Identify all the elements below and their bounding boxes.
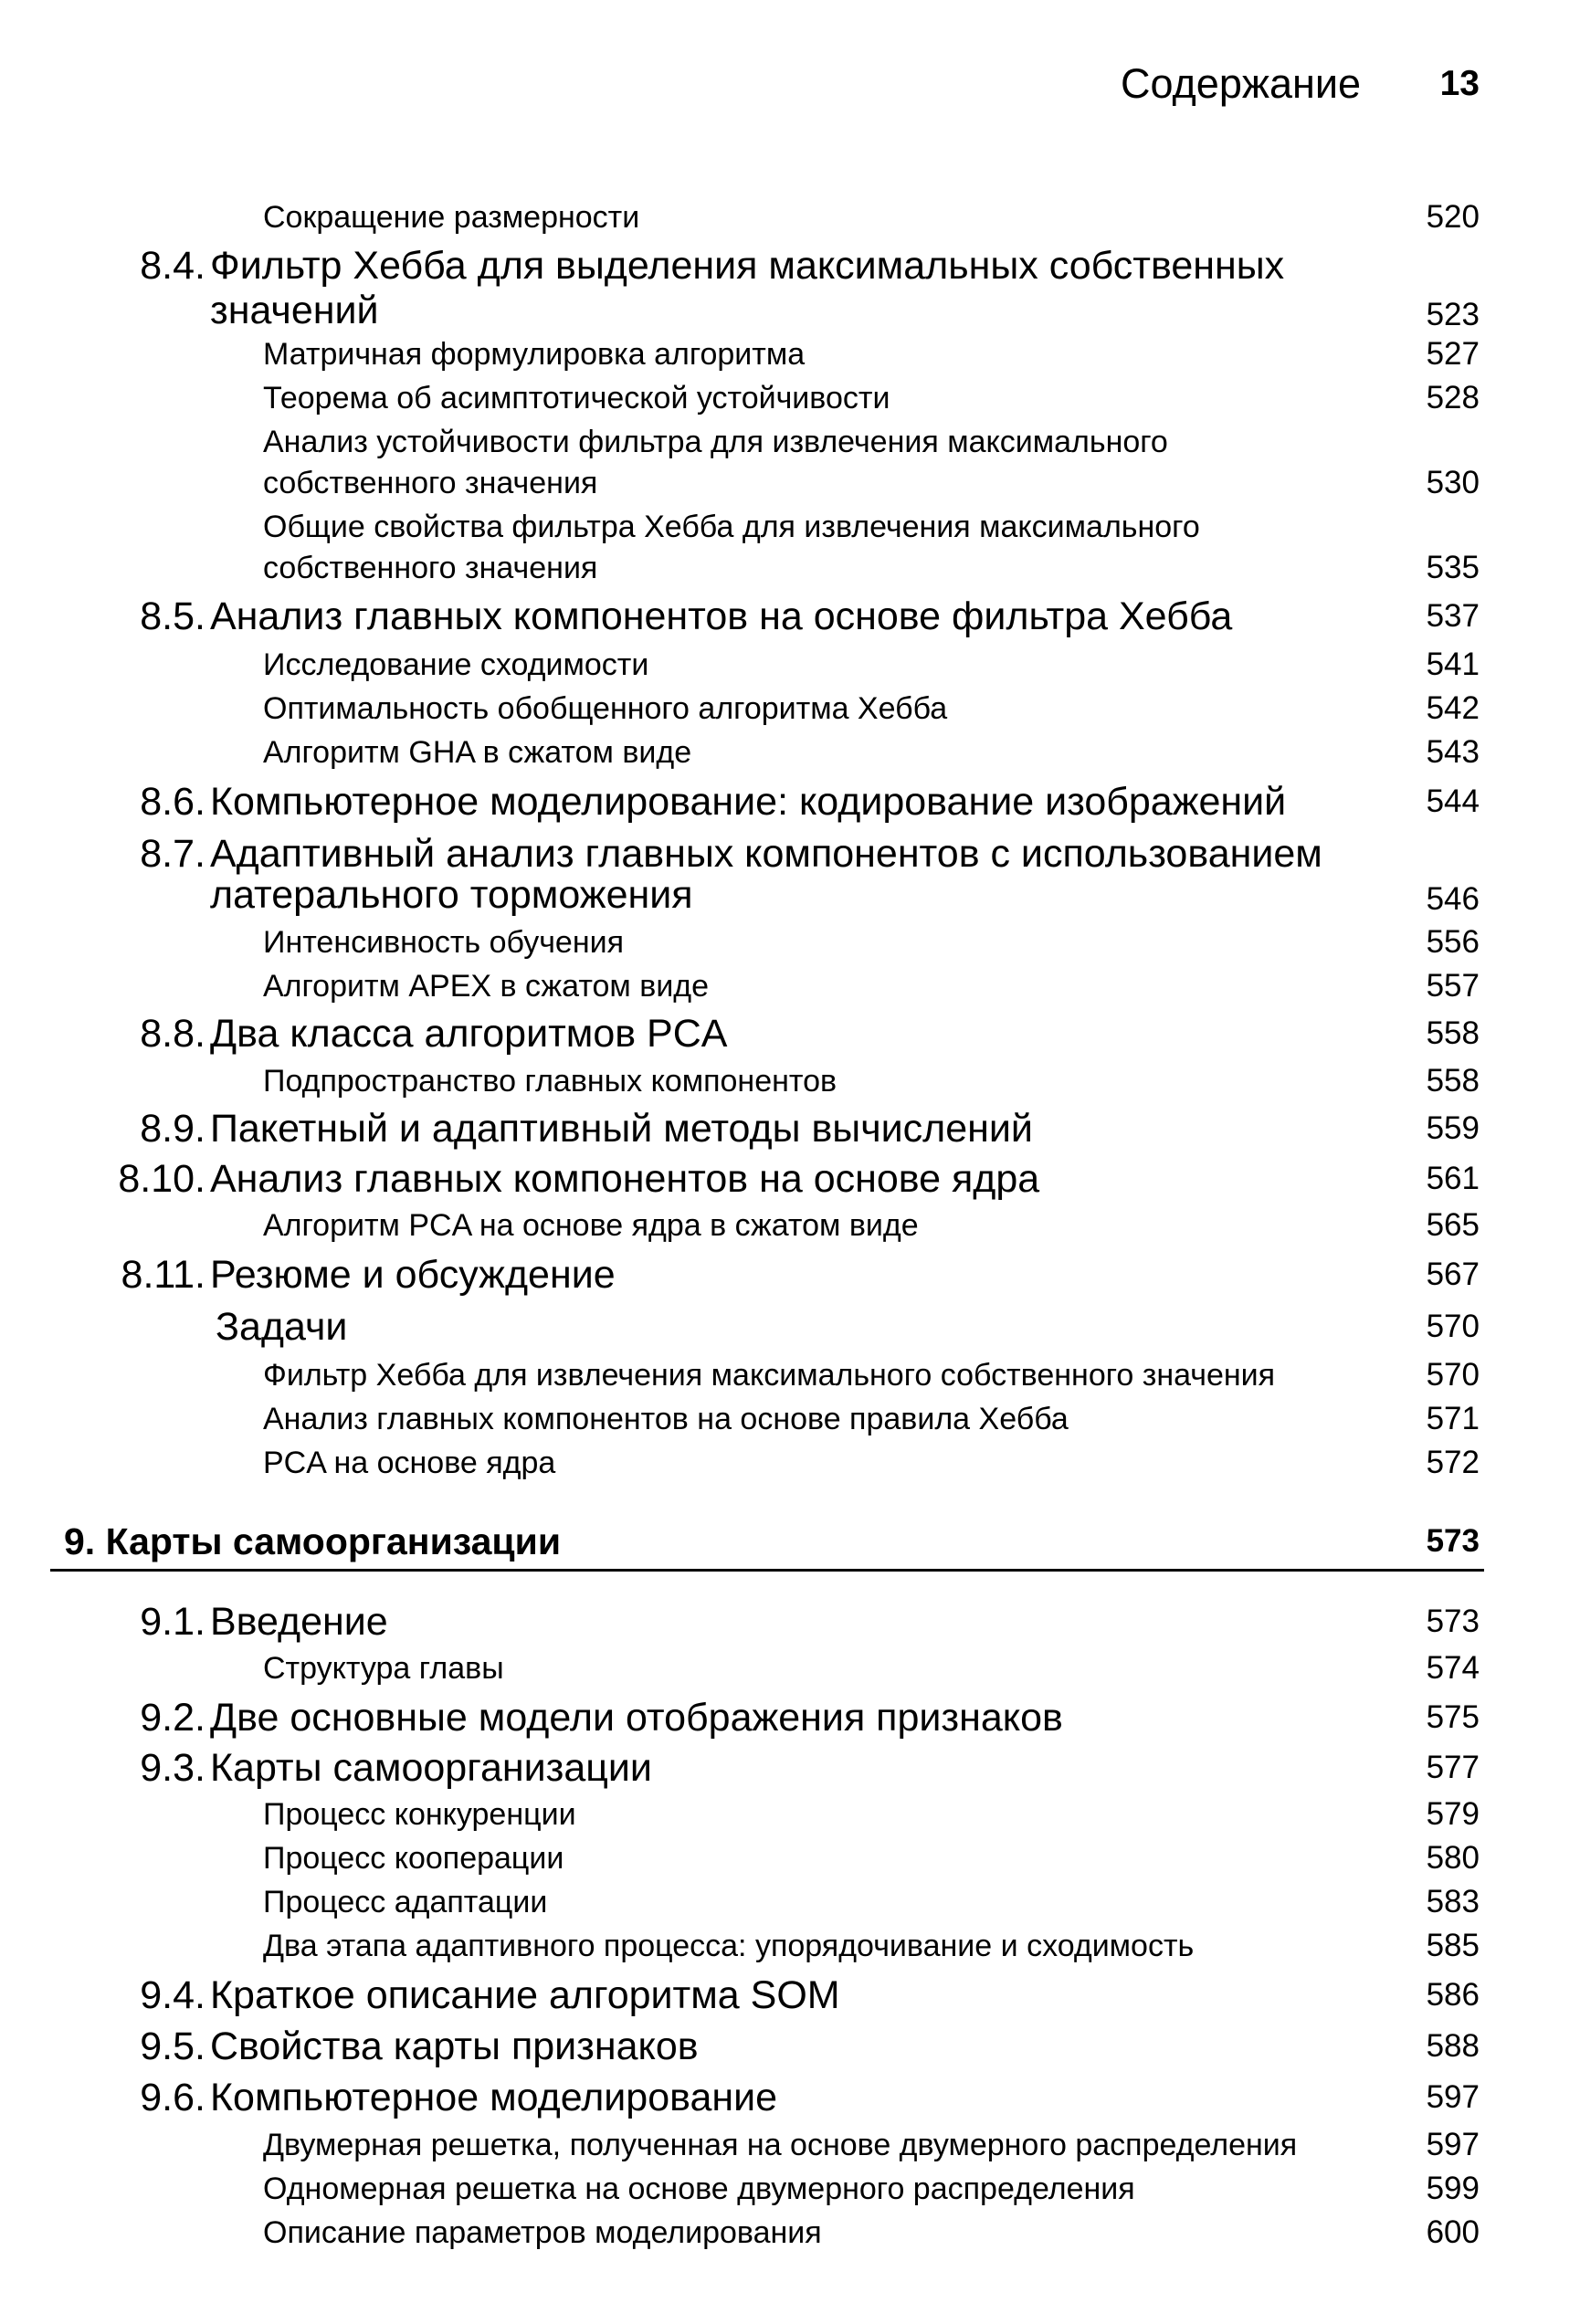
toc-entry-title-line2: собственного значения: [263, 466, 598, 500]
toc-entry-title: Описание параметров моделирования: [263, 2215, 822, 2250]
toc-section-page: 573: [1426, 1604, 1480, 1639]
toc-section-number: 9.5.: [140, 2024, 205, 2068]
toc-section-page: 561: [1426, 1161, 1480, 1196]
toc-entry-title: PCA на основе ядра: [263, 1446, 556, 1480]
toc-entry-page: 556: [1426, 924, 1480, 960]
toc-entry-title: Процесс конкуренции: [263, 1797, 576, 1832]
toc-section-title: Компьютерное моделирование: [210, 2076, 778, 2119]
toc-entry-page: 557: [1426, 968, 1480, 1004]
toc-entry-title: Оптимальность обобщенного алгоритма Хебба: [263, 691, 948, 726]
toc-entry-title: Структура главы: [263, 1651, 504, 1686]
toc-entry-page: 558: [1426, 1063, 1480, 1099]
toc-section-page: 546: [1426, 881, 1480, 917]
toc-section-number: 9.2.: [140, 1696, 205, 1740]
toc-entry-page: 599: [1426, 2171, 1480, 2206]
toc-section-page: 559: [1426, 1110, 1480, 1146]
running-head-title: Содержание: [1121, 60, 1361, 107]
toc-section-page: 570: [1426, 1309, 1480, 1344]
toc-section-page: 523: [1426, 297, 1480, 332]
toc-section-number: 9.6.: [140, 2076, 205, 2119]
toc-entry-title: Анализ главных компонентов на основе правила Хебба: [263, 1402, 1069, 1436]
toc-section-number: 8.10.: [118, 1157, 205, 1201]
toc-entry-title: Анализ устойчивости фильтра для извлечения максимального: [263, 425, 1168, 459]
toc-entry-page: 572: [1426, 1445, 1480, 1480]
toc-entry-page: 528: [1426, 380, 1480, 415]
toc-entry-title: Процесс адаптации: [263, 1885, 548, 1919]
toc-section-number: 9.3.: [140, 1746, 205, 1790]
toc-entry-title: Исследование сходимости: [263, 647, 649, 682]
toc-entry-title: Одномерная решетка на основе двумерного распределения: [263, 2172, 1135, 2206]
toc-entry-page: 520: [1426, 199, 1480, 235]
toc-section-page: 575: [1426, 1699, 1480, 1735]
toc-section-page: 588: [1426, 2028, 1480, 2064]
toc-section-number: 9.4.: [140, 1973, 205, 2017]
toc-section-number: 8.7.: [140, 832, 205, 876]
toc-entry-title: Интенсивность обучения: [263, 925, 625, 960]
toc-section-title: Две основные модели отображения признаков: [210, 1696, 1063, 1740]
toc-entry-title: Алгоритм APEX в сжатом виде: [263, 969, 710, 1004]
toc-section-page: 586: [1426, 1977, 1480, 2013]
toc-section-number: 9.1.: [140, 1600, 205, 1644]
toc-section-title: Анализ главных компонентов на основе ядра: [210, 1157, 1040, 1201]
toc-entry-title: Подпространство главных компонентов: [263, 1064, 837, 1099]
toc-entry-title: Теорема об асимптотической устойчивости: [263, 381, 890, 415]
toc-entry-page: 535: [1426, 550, 1480, 585]
toc-section-title: Адаптивный анализ главных компонентов с использованием: [210, 832, 1322, 876]
toc-section-number: 8.11.: [121, 1253, 205, 1297]
toc-chapter-page: 573: [1426, 1523, 1480, 1559]
toc-section-title: Компьютерное моделирование: кодирование изображений: [210, 780, 1287, 824]
toc-section-number: 8.9.: [140, 1107, 205, 1151]
toc-entry-page: 542: [1426, 690, 1480, 726]
toc-chapter-title: 9. Карты самоорганизации: [64, 1520, 562, 1562]
toc-entry-title: Фильтр Хебба для извлечения максимального собственного значения: [263, 1358, 1276, 1393]
toc-entry-page: 530: [1426, 465, 1480, 500]
toc-entry-title: Два этапа адаптивного процесса: упорядочивание и сходимость: [263, 1929, 1195, 1963]
toc-section-number: 8.6.: [140, 780, 205, 824]
toc-entry-page: 543: [1426, 734, 1480, 770]
page-number: 13: [1439, 64, 1480, 103]
toc-section-title: Пакетный и адаптивный методы вычислений: [210, 1107, 1033, 1151]
toc-section-page: 544: [1426, 783, 1480, 819]
toc-section-page: 567: [1426, 1257, 1480, 1292]
toc-section-page: 597: [1426, 2079, 1480, 2115]
toc-section-number: 8.5.: [140, 594, 205, 638]
toc-entry-page: 600: [1426, 2214, 1480, 2250]
toc-entry-page: 585: [1426, 1928, 1480, 1963]
toc-section-number: 8.4.: [140, 244, 205, 288]
toc-section-title: Фильтр Хебба для выделения максимальных собственных: [210, 244, 1285, 288]
chapter-divider: [50, 1569, 1484, 1572]
toc-entry-title: Общие свойства фильтра Хебба для извлечения максимального: [263, 510, 1200, 544]
toc-section-title: Карты самоорганизации: [210, 1746, 652, 1790]
toc-section-number: 8.8.: [140, 1012, 205, 1056]
toc-entry-page: 541: [1426, 647, 1480, 682]
toc-entry-title: Матричная формулировка алгоритма: [263, 337, 806, 372]
toc-section-page: 537: [1426, 598, 1480, 634]
toc-section-page: 577: [1426, 1750, 1480, 1785]
toc-entry-page: 570: [1426, 1357, 1480, 1393]
toc-section-title-line2: значений: [210, 289, 379, 332]
toc-entry-page: 583: [1426, 1884, 1480, 1919]
toc-section-title: Анализ главных компонентов на основе фильтра Хебба: [210, 594, 1233, 638]
toc-section-title: Свойства карты признаков: [210, 2024, 699, 2068]
toc-section-title: Задачи: [216, 1305, 348, 1349]
toc-entry-page: 565: [1426, 1207, 1480, 1243]
toc-entry-title: Алгоритм PCA на основе ядра в сжатом виде: [263, 1208, 919, 1243]
toc-entry-page: 574: [1426, 1650, 1480, 1686]
toc-entry-page: 580: [1426, 1840, 1480, 1876]
toc-entry-page: 597: [1426, 2127, 1480, 2162]
toc-entry-page: 579: [1426, 1796, 1480, 1832]
toc-section-title-line2: латерального торможения: [210, 873, 693, 917]
toc-section-title: Два класса алгоритмов PCA: [210, 1012, 728, 1056]
toc-entry-title-line2: собственного значения: [263, 551, 598, 585]
toc-entry-title: Сокращение размерности: [263, 200, 640, 235]
toc-section-title: Краткое описание алгоритма SOM: [210, 1973, 840, 2017]
toc-entry-page: 571: [1426, 1401, 1480, 1436]
toc-section-page: 558: [1426, 1015, 1480, 1051]
toc-entry-page: 527: [1426, 336, 1480, 372]
toc-entry-title: Процесс кооперации: [263, 1841, 564, 1876]
toc-entry-title: Двумерная решетка, полученная на основе двумерного распределения: [263, 2128, 1298, 2162]
toc-section-title: Резюме и обсуждение: [210, 1253, 616, 1297]
toc-section-title: Введение: [210, 1600, 388, 1644]
toc-entry-title: Алгоритм GHA в сжатом виде: [263, 735, 692, 770]
